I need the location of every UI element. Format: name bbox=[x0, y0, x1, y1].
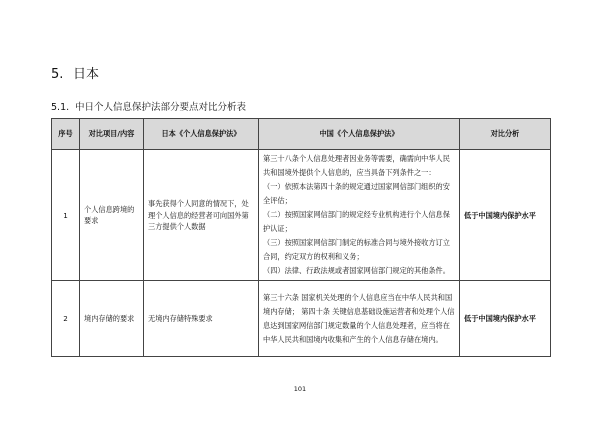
china-paragraph: （一）依照本法第四十条的规定通过国家网信部门组织的安全评估； bbox=[263, 182, 450, 206]
section-title: 日本 bbox=[73, 67, 100, 82]
header-china-law: 中国《个人信息保护法》 bbox=[259, 119, 460, 150]
table-row bbox=[52, 281, 551, 357]
section-number: 5. bbox=[51, 67, 64, 82]
page-number: 101 bbox=[293, 385, 307, 393]
china-paragraph: （四）法律、行政法规或者国家网信部门规定的其他条件。 bbox=[263, 266, 450, 276]
subsection-number: 5.1. bbox=[51, 102, 70, 113]
china-paragraph: （三）按照国家网信部门制定的标准合同与境外接收方订立合同，约定双方的权利和义务； bbox=[263, 238, 450, 262]
comparison-table bbox=[51, 118, 551, 357]
row-japan: 无境内存储特殊要求 bbox=[144, 281, 259, 357]
row-analysis: 低于中国境内保护水平 bbox=[460, 150, 551, 281]
header-japan-law: 日本《个人信息保护法》 bbox=[144, 119, 259, 150]
subsection-heading bbox=[51, 99, 246, 113]
row-index: 2 bbox=[52, 281, 80, 357]
table-row bbox=[52, 150, 551, 281]
china-paragraph: （二）按照国家网信部门的规定经专业机构进行个人信息保护认证； bbox=[263, 210, 450, 234]
table-header-row bbox=[52, 119, 551, 150]
row-japan: 事先获得个人同意的情况下，处理个人信息的经营者可向国外第三方提供个人数据 bbox=[144, 150, 259, 281]
row-index: 1 bbox=[52, 150, 80, 281]
row-item: 个人信息跨境的要求 bbox=[80, 150, 144, 281]
row-china bbox=[259, 281, 460, 357]
row-analysis: 低于中国境内保护水平 bbox=[460, 281, 551, 357]
subsection-title: 中日个人信息保护法部分要点对比分析表 bbox=[75, 102, 247, 113]
section-heading bbox=[51, 63, 99, 82]
row-item: 境内存储的要求 bbox=[80, 281, 144, 357]
china-paragraph: 第三十六条 国家机关处理的个人信息应当在中华人民共和国境内存储； 第四十条 关键信息基础设施运营者和处理个人信息达到国家网信部门规定数量的个人信息处理者，应当将在中华人民共和国境内收集和产生的个人信息存储在境内。 bbox=[263, 292, 455, 344]
header-analysis: 对比分析 bbox=[460, 119, 551, 150]
row-china bbox=[259, 150, 460, 281]
china-paragraph: 第三十八条个人信息处理者因业务等需要，确需向中华人民共和国境外提供个人信息的，应当具备下列条件之一： bbox=[263, 154, 450, 178]
header-item: 对比项目/内容 bbox=[80, 119, 144, 150]
header-index: 序号 bbox=[52, 119, 80, 150]
